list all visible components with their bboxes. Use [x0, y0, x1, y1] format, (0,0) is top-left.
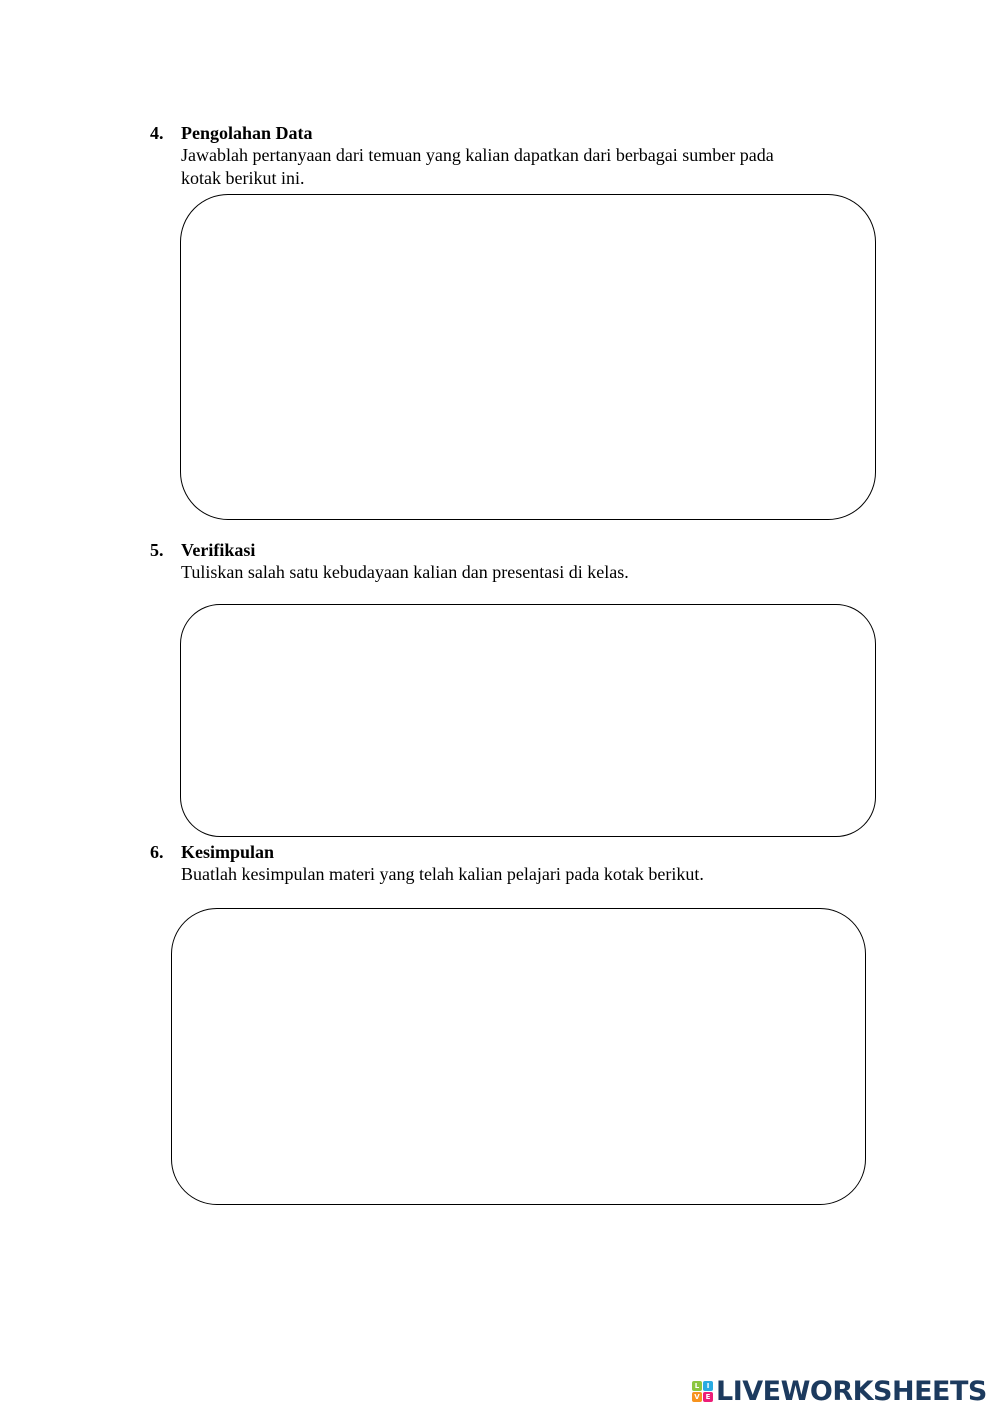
logo-text: LIVEWORKSHEETS — [716, 1375, 987, 1407]
section-number: 6. — [150, 842, 164, 862]
answer-box-kesimpulan[interactable] — [171, 908, 866, 1205]
section-heading — [150, 122, 890, 144]
logo-mark-tile: L — [692, 1381, 702, 1391]
instruction-line: Jawablah pertanyaan dari temuan yang kalian dapatkan dari berbagai sumber pada — [181, 145, 774, 165]
section-title: Verifikasi — [181, 540, 256, 560]
section-number: 5. — [150, 540, 164, 560]
section-instruction — [181, 144, 871, 190]
instruction-line: Buatlah kesimpulan materi yang telah kalian pelajari pada kotak berikut. — [181, 864, 704, 884]
logo-mark-icon — [692, 1381, 713, 1402]
section-pengolahan-data — [150, 122, 890, 190]
section-instruction — [181, 561, 871, 584]
section-title: Kesimpulan — [181, 842, 275, 862]
section-kesimpulan — [150, 841, 890, 886]
section-number: 4. — [150, 123, 164, 143]
logo-mark-tile: V — [692, 1392, 702, 1402]
section-heading — [150, 841, 890, 863]
instruction-line: kotak berikut ini. — [181, 168, 305, 188]
answer-box-pengolahan-data[interactable] — [180, 194, 876, 520]
section-verifikasi — [150, 539, 890, 584]
logo-mark-tile: I — [703, 1381, 713, 1391]
logo-mark-tile: E — [703, 1392, 713, 1402]
section-instruction — [181, 863, 871, 886]
section-heading — [150, 539, 890, 561]
answer-box-verifikasi[interactable] — [180, 604, 876, 837]
liveworksheets-logo — [692, 1376, 987, 1406]
section-title: Pengolahan Data — [181, 123, 313, 143]
instruction-line: Tuliskan salah satu kebudayaan kalian dan presentasi di kelas. — [181, 562, 629, 582]
